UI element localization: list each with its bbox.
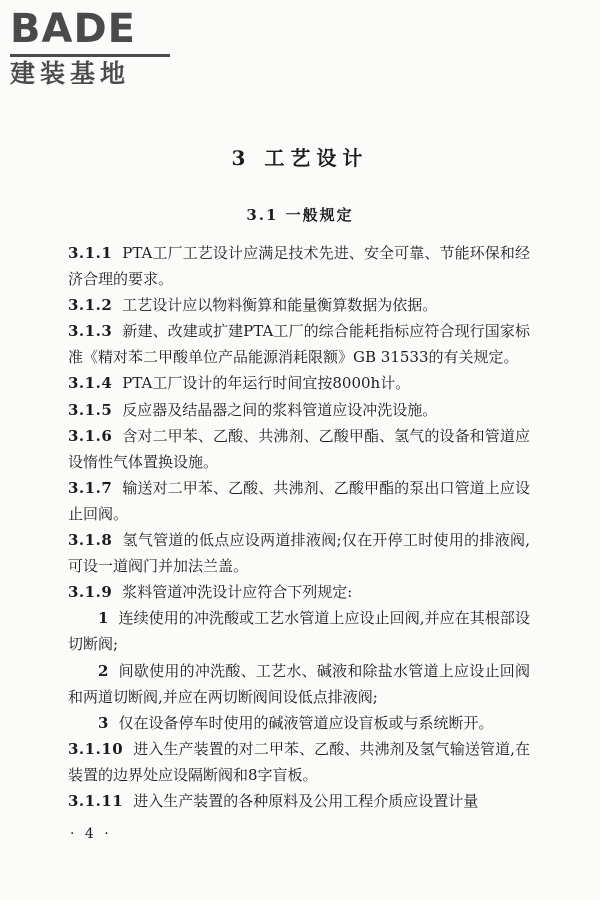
- clause-3-1-2: 3.1.2 工艺设计应以物料衡算和能量衡算数据为依据。: [68, 296, 438, 315]
- document-body: [68, 240, 530, 814]
- clause-3-1-8: 3.1.8 氢气管道的低点应设两道排液阀;仅在开停工时使用的排液阀,可设一道阀门并加法兰盖。: [68, 531, 530, 576]
- clause-3-1-10: 3.1.10 进入生产装置的对二甲苯、乙酸、共沸剂及氢气输送管道,在装置的边界处应设隔断阀和8字盲板。: [68, 739, 530, 784]
- clause-3-1-9: 3.1.9 浆料管道冲洗设计应符合下列规定:: [68, 583, 353, 602]
- clause-3-1-7: 3.1.7 输送对二甲苯、乙酸、共沸剂、乙酸甲酯的泵出口管道上应设止回阀。: [68, 478, 530, 523]
- logo-chinese: 建装基地: [10, 59, 131, 88]
- sub-item-2: 2 间歇使用的冲洗酸、工艺水、碱液和除盐水管道上应设止回阀和两道切断阀,并应在两切断阀间设低点排液阀;: [68, 661, 530, 706]
- section-title: 3.1 一般规定: [246, 206, 354, 224]
- sub-item-3: 3 仅在设备停车时使用的碱液管道应设盲板或与系统断开。: [98, 713, 494, 732]
- clause-3-1-5: 3.1.5 反应器及结晶器之间的浆料管道应设冲洗设施。: [68, 400, 438, 419]
- logo: [10, 6, 175, 88]
- clause-3-1-11: 3.1.11 进入生产装置的各种原料及公用工程介质应设置计量: [68, 791, 479, 810]
- chapter-title: 3 工艺设计: [231, 146, 369, 170]
- clause-3-1-3: 3.1.3 新建、改建或扩建PTA工厂的综合能耗指标应符合现行国家标准《精对苯二甲酸单位产品能源消耗限额》GB 31533的有关规定。: [68, 322, 530, 367]
- clause-3-1-1: 3.1.1 PTA工厂工艺设计应满足技术先进、安全可靠、节能环保和经济合理的要求。: [68, 244, 530, 289]
- sub-item-1: 1 连续使用的冲洗酸或工艺水管道上应设止回阀,并应在其根部设切断阀;: [68, 609, 530, 654]
- clause-3-1-4: 3.1.4 PTA工厂设计的年运行时间宜按8000h计。: [68, 374, 411, 393]
- page-number: · 4 ·: [70, 826, 112, 842]
- clause-3-1-6: 3.1.6 含对二甲苯、乙酸、共沸剂、乙酸甲酯、氢气的设备和管道应设惰性气体置换设施。: [68, 426, 530, 471]
- logo-underline: [10, 54, 170, 57]
- logo-wordmark: BADE: [10, 6, 136, 52]
